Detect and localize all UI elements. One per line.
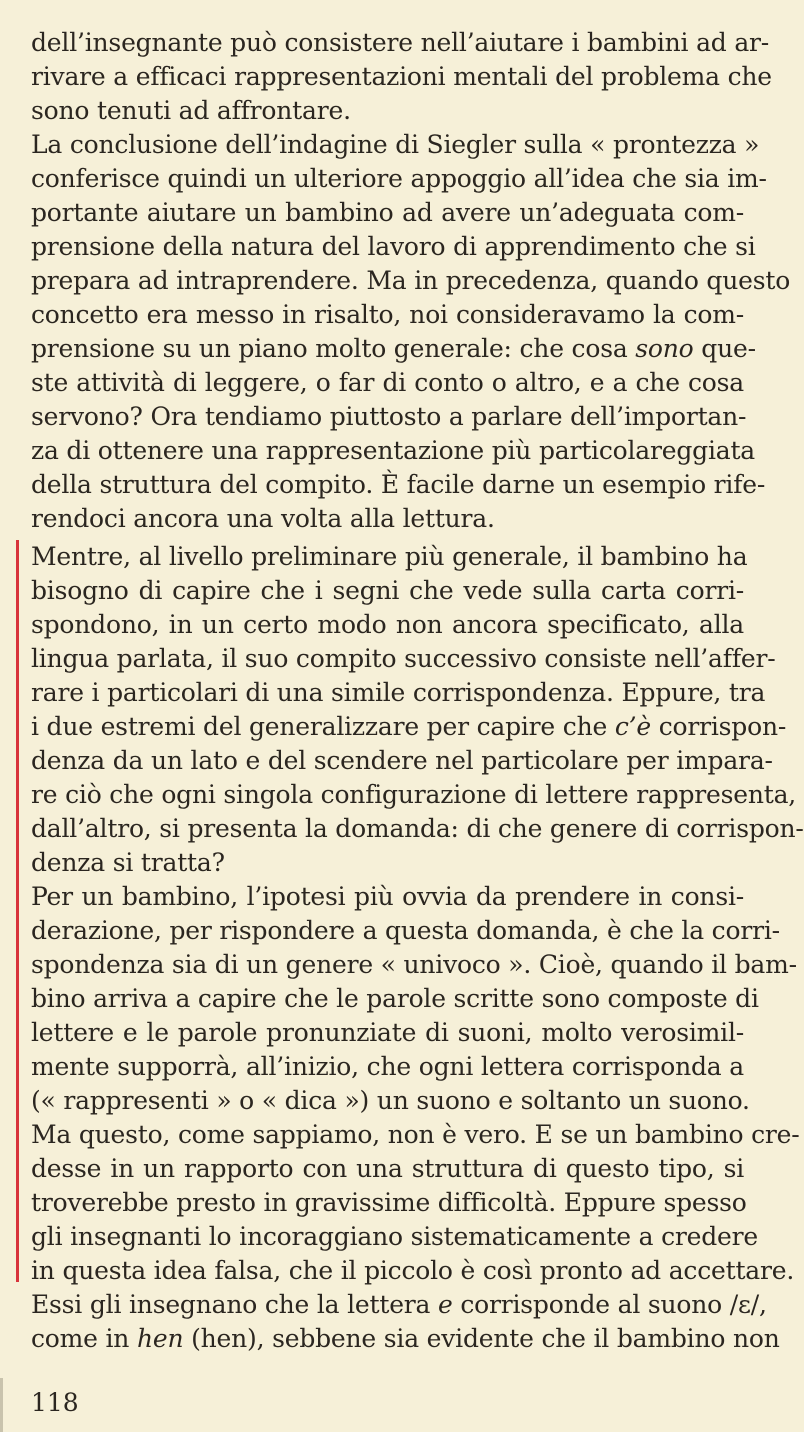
text-run: desse in un rapporto con una struttura di questo tipo, si	[31, 1154, 744, 1183]
text-line	[31, 744, 773, 778]
text-run: gli insegnanti lo incoraggiano sistematicamente a credere	[31, 1222, 758, 1251]
text-run: troverebbe presto in gravissime difficoltà. Eppure spesso	[31, 1188, 747, 1217]
text-line	[31, 1016, 744, 1050]
text-run: re ciò che ogni singola configurazione di lettere rappresenta,	[31, 780, 797, 809]
text-line	[31, 1050, 744, 1084]
page-number: 118	[31, 1388, 79, 1417]
text-run: (hen), sebbene sia evidente che il bambino non	[183, 1324, 780, 1353]
text-line	[31, 1084, 750, 1118]
text-line	[31, 642, 776, 676]
text-run: que-	[693, 334, 756, 363]
text-line	[31, 1288, 767, 1322]
text-run: dall’altro, si presenta la domanda: di che genere di corrispon-	[31, 814, 804, 843]
text-line	[31, 710, 787, 744]
text-run: della struttura del compito. È facile darne un esempio rife-	[31, 470, 766, 499]
text-line	[31, 264, 791, 298]
text-run: za di ottenere una rappresentazione più particolareggiata	[31, 436, 756, 465]
text-run: ste attività di leggere, o far di conto o altro, e a che cosa	[31, 368, 744, 397]
italic-word: hen	[136, 1324, 184, 1353]
text-line	[31, 1322, 780, 1356]
text-run: spondono, in un certo modo non ancora specificato, alla	[31, 610, 744, 639]
text-run: (« rappresenti » o « dica ») un suono e soltanto un suono.	[31, 1086, 750, 1115]
text-run: corrispon-	[650, 712, 787, 741]
text-run: bino arriva a capire che le parole scritte sono composte di	[31, 984, 759, 1013]
margin-highlight-mark	[16, 540, 19, 1282]
text-line	[31, 1152, 744, 1186]
text-run: portante aiutare un bambino ad avere un’adeguata com-	[31, 198, 744, 227]
page-edge-shadow	[0, 1378, 3, 1432]
text-line	[31, 1118, 800, 1152]
text-line	[31, 676, 766, 710]
text-line	[31, 1254, 795, 1288]
text-run: Ma questo, come sappiamo, non è vero. E se un bambino cre-	[31, 1120, 800, 1149]
text-run: in questa idea falsa, che il piccolo è così pronto ad accettare.	[31, 1256, 795, 1285]
text-run: rendoci ancora una volta alla lettura.	[31, 504, 495, 533]
text-run: concetto era messo in risalto, noi consideravamo la com-	[31, 300, 744, 329]
text-line	[31, 434, 756, 468]
text-run: servono? Ora tendiamo piuttosto a parlare dell’importan-	[31, 402, 747, 431]
text-run: Essi gli insegnano che la lettera	[31, 1290, 438, 1319]
text-run: Mentre, al livello preliminare più generale, il bambino ha	[31, 542, 748, 571]
text-run: prensione su un piano molto generale: che cosa	[31, 334, 636, 363]
text-run: La conclusione dell’indagine di Siegler sulla « prontezza »	[31, 130, 760, 159]
text-line	[31, 982, 759, 1016]
text-line	[31, 846, 744, 880]
text-line	[31, 366, 744, 400]
text-run: dell’insegnante può consistere nell’aiutare i bambini ad ar-	[31, 28, 770, 57]
text-run: denza da un lato e del scendere nel particolare per impara-	[31, 746, 773, 775]
text-run: rare i particolari di una simile corrispondenza. Eppure, tra	[31, 678, 766, 707]
text-line	[31, 812, 804, 846]
text-line	[31, 400, 747, 434]
text-line	[31, 162, 767, 196]
text-line	[31, 608, 744, 642]
text-run: come in	[31, 1324, 137, 1353]
text-line	[31, 60, 772, 94]
text-line	[31, 298, 744, 332]
text-line	[31, 502, 744, 536]
text-run: i due estremi del generalizzare per capire che	[31, 712, 615, 741]
text-run: spondenza sia di un genere « univoco ». Cioè, quando il bam-	[31, 950, 797, 979]
text-run: bisogno di capire che i segni che vede sulla carta corri-	[31, 576, 744, 605]
text-line	[31, 880, 744, 914]
text-run: denza si tratta?	[31, 848, 225, 877]
text-run: derazione, per rispondere a questa domanda, è che la corri-	[31, 916, 780, 945]
text-line	[31, 914, 780, 948]
text-line	[31, 196, 744, 230]
text-run: Per un bambino, l’ipotesi più ovvia da prendere in consi-	[31, 882, 744, 911]
text-line	[31, 1220, 758, 1254]
text-line	[31, 468, 766, 502]
italic-word: sono	[635, 334, 694, 363]
text-run: mente supporrà, all’inizio, che ogni lettera corrisponda a	[31, 1052, 744, 1081]
text-line	[31, 94, 744, 128]
text-run: prepara ad intraprendere. Ma in precedenza, quando questo	[31, 266, 791, 295]
text-line	[31, 574, 744, 608]
text-run: lingua parlata, il suo compito successivo consiste nell’affer-	[31, 644, 776, 673]
text-line	[31, 778, 797, 812]
text-line	[31, 540, 748, 574]
text-run: rivare a efficaci rappresentazioni mentali del problema che	[31, 62, 772, 91]
text-run: prensione della natura del lavoro di apprendimento che si	[31, 232, 756, 261]
text-run: lettere e le parole pronunziate di suoni, molto verosimil-	[31, 1018, 744, 1047]
text-run: conferisce quindi un ulteriore appoggio all’idea che sia im-	[31, 164, 767, 193]
text-line	[31, 332, 756, 366]
text-line	[31, 1186, 747, 1220]
text-line	[31, 26, 770, 60]
text-line	[31, 128, 760, 162]
text-line	[31, 230, 756, 264]
text-line	[31, 948, 797, 982]
italic-word: e	[438, 1290, 453, 1319]
text-run: corrisponde al suono /ɛ/,	[452, 1290, 767, 1319]
text-run: sono tenuti ad affrontare.	[31, 96, 351, 125]
italic-word: c’è	[614, 712, 651, 741]
